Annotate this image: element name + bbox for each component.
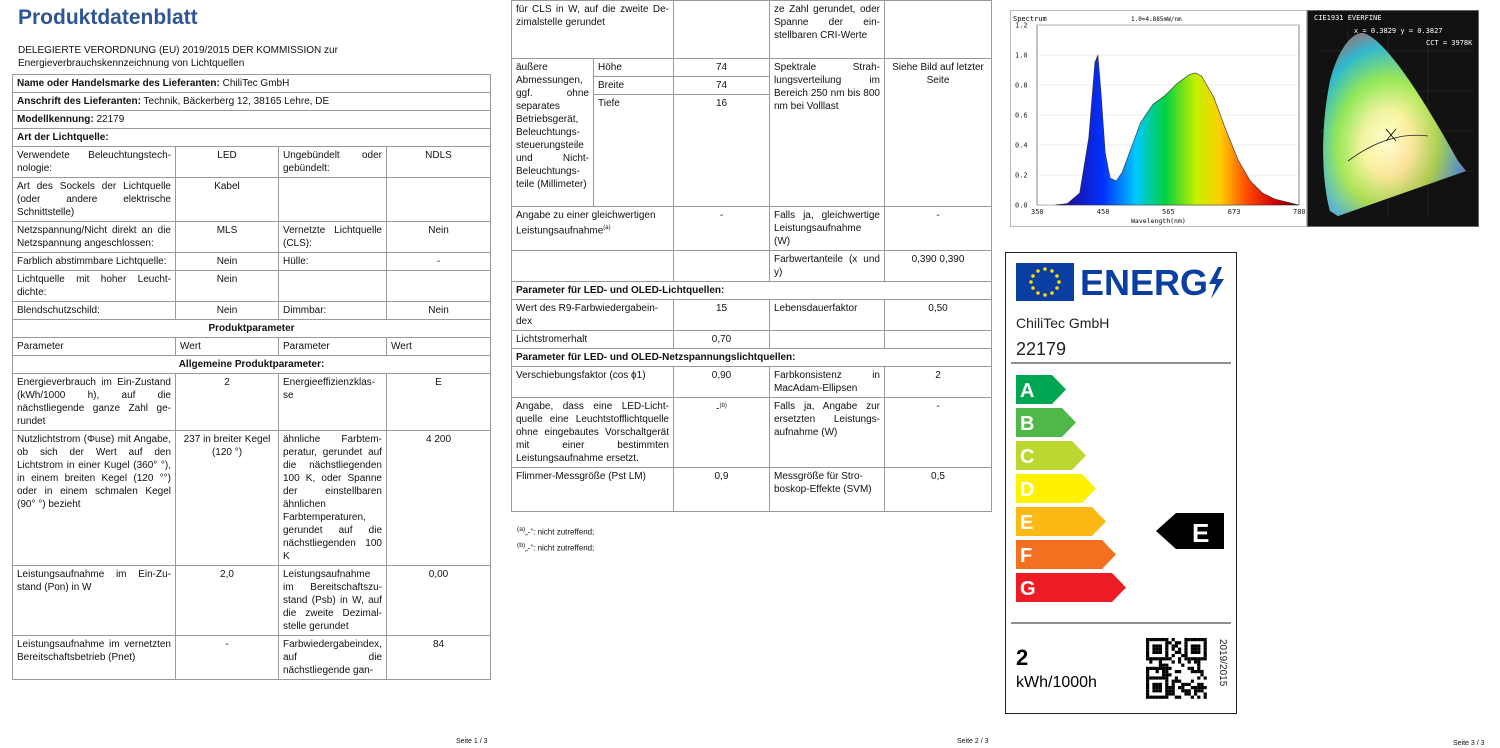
cie-diagram [1307, 10, 1479, 227]
y-tick-label: 0.0 [1015, 201, 1028, 210]
model-value: 22179 [96, 114, 125, 125]
energy-class-letter: B [1020, 413, 1035, 435]
page-number: Seite 2 / 3 [957, 738, 989, 745]
energy-class-letter: G [1020, 578, 1036, 600]
table-row: Netzspannung/Nicht direkt an die Netzspannung angeschlossen: MLS Vernetzte Lichtquelle (CLS): Nein [13, 222, 491, 253]
energy-label [1005, 252, 1237, 714]
params-table-cont [511, 0, 992, 512]
table-row: Leistungsaufnahme im Ein-Zustand (Pon) in W 2,0 Leistungsaufnahme im Bereitschaftszustand (Psb) in W, auf die zweite Dezimalstelle gerundet 0,00 [13, 566, 491, 636]
label-supplier: ChiliTec GmbH [1016, 315, 1110, 331]
qr-code-icon [1146, 638, 1207, 699]
x-tick-label: 565 [1162, 208, 1175, 216]
table-row: Angabe, dass eine LED-Lichtquelle eine Leuchtstofflichtquelle ohne eingebautes Vorschaltgerät mit einer bestimmten Leistungsaufnahme ersetzt. -$^{(b)}$ Falls ja, Angabe zur ersetzten Leistungsaufnahme (W) - [512, 398, 992, 468]
energy-class-letter: A [1020, 380, 1035, 402]
table-row: Farblich abstimmbare Lichtquelle: Nein Hülle: - [13, 253, 491, 271]
y-tick-label: 0.6 [1015, 111, 1028, 120]
y-tick-label: 0.4 [1015, 141, 1028, 150]
spectrum-title: Spectrum [1013, 15, 1047, 23]
page-title: Produktdatenblatt [18, 6, 198, 29]
column-header-row: Parameter Wert Parameter Wert [13, 338, 491, 356]
address-value: Technik, Bäckerberg 12, 38165 Lehre, DE [143, 96, 330, 107]
light-source-type-header: Art der Lichtquelle: [13, 129, 491, 147]
y-tick-label: 1.0 [1015, 51, 1028, 60]
y-tick-label: 0.2 [1015, 171, 1028, 180]
general-params-header: Allgemeine Produktparameter: [13, 356, 491, 374]
table-row: Nutzlichtstrom (Φuse) mit Angabe, ob sich der Wert auf den Lichtstrom in einer Kugel (360° °), in einem breiten Kegel (120 °°) oder in einem schmalen Kegel (90° °) bezieht 237 in breiter Kegel (120 °) ähnliche Farbtemperatur, gerundet auf die nächstliegenden 100 K, oder Spanne der einstellbaren ähnlichen Farbtemperaturen, gerundet auf die nächstliegenden 100 K 4 200 [13, 431, 491, 566]
datasheet-page-2 [505, 0, 1000, 748]
table-row: Blendschutzschild: Nein Dimmbar: Nein [13, 302, 491, 320]
supplier-row: Name oder Handelsmarke des Lieferanten: ChiliTec GmbH [13, 75, 491, 93]
y-tick-label: 1.2 [1015, 21, 1028, 30]
supplier-value: ChiliTec GmbH [222, 78, 290, 89]
energy-class-letter: C [1020, 446, 1035, 468]
x-tick-label: 673 [1227, 208, 1241, 216]
table-row: Art des Sockels der Lichtquelle (oder andere elektrische Schnittstelle) Kabel [13, 178, 491, 222]
table-row: Lichtquelle mit hoher Leuchtdichte: Nein [13, 271, 491, 302]
energy-class-letter: D [1020, 479, 1035, 501]
x-tick-label: 458 [1096, 208, 1110, 216]
table-row: Tiefe 16 [512, 95, 992, 207]
x-tick-label: 350 [1031, 208, 1044, 216]
table-row: Lichtstromerhalt 0,70 [512, 331, 992, 349]
product-params-header: Produktparameter [13, 320, 491, 338]
mains-params-header: Parameter für LED- und OLED-Netzspannungslichtquellen: [512, 349, 992, 367]
energy-class-letter: E [1020, 512, 1034, 534]
energy-class-letter: F [1020, 545, 1033, 567]
datasheet-page-3 [1005, 0, 1500, 748]
cie-coords: x = 0.3829 y = 0.3827 [1354, 27, 1443, 35]
table-row: äußere Abmessungen, ggf. ohne separates Betriebsgerät, Beleuchtungssteuerungsteile und Nicht-Beleuchtungsteile (Millimeter) Höhe 74 Spektrale Strahlungsverteilung im Bereich 250 nm bis 800 nm bei Volllast Siehe Bild auf letzter Seite [512, 59, 992, 77]
datasheet-page-1 [0, 0, 500, 748]
kwh-value: 2 [1016, 645, 1029, 670]
table-row: Verwendete Beleuchtungstechnologie: LED Ungebündelt oder gebündelt: NDLS [13, 147, 491, 178]
kwh-unit: kWh/1000h [1016, 674, 1097, 691]
rating-arrow [1156, 513, 1224, 549]
spectrum-chart [1010, 10, 1307, 227]
table-row: Flimmer-Messgröße (Pst LM) 0,9 Messgröße für Stroboskop-Effekte (SVM) 0,5 [512, 468, 992, 512]
model-row: Modellkennung: 22179 [13, 111, 491, 129]
table-row: Angabe zu einer gleichwertigen Leistungsaufnahme$^{(a)}$ - Falls ja, gleichwertige Leistungsaufnahme (W) - [512, 207, 992, 251]
address-row: Anschrift des Lieferanten: Technik, Bäckerberg 12, 38165 Lehre, DE [13, 93, 491, 111]
footnote-b: $^{(b)}$„-“: nicht zutreffend; [517, 542, 595, 553]
table-row: Farbwertanteile (x und y) 0,390 0,390 [512, 251, 992, 282]
table-row: Energieverbrauch im Ein-Zustand (kWh/1000 h), auf die nächstliegende ganze Zahl gerundet 2 Energieeffizienzklasse E [13, 374, 491, 431]
spectrum-scale: 1.0=4.885mW/nm [1131, 16, 1182, 23]
led-params-header: Parameter für LED- und OLED-Lichtquellen: [512, 282, 992, 300]
rating-letter: E [1192, 518, 1210, 548]
spectrum-plot [1011, 11, 1306, 226]
cie-title: CIE1931 EVERFINE [1314, 14, 1382, 22]
x-tick-label: 780 [1293, 208, 1306, 216]
page-number: Seite 3 / 3 [1453, 740, 1485, 747]
spectrum-xlabel: Wavelength(nm) [1131, 217, 1186, 225]
table-row: Wert des R9-Farbwiedergabeindex 15 Lebensdauerfaktor 0,50 [512, 300, 992, 331]
table-row: Verschiebungsfaktor (cos ϕ1) 0,90 Farbkonsistenz in MacAdam-Ellipsen 2 [512, 367, 992, 398]
label-model: 22179 [1016, 339, 1067, 359]
energy-heading: ENERG [1080, 262, 1209, 303]
table-row: für CLS in W, auf die zweite Dezimalstelle gerundet ze Zahl gerundet, oder Spanne der einstellbaren CRI-Werte [512, 1, 992, 59]
regulation-subtitle: DELEGIERTE VERORDNUNG (EU) 2019/2015 DER KOMMISSION zur Energieverbrauchskennzeichnung von Lichtquellen [18, 45, 338, 69]
y-tick-label: 0.8 [1015, 81, 1028, 90]
supplier-table [12, 74, 491, 680]
table-row: Breite 74 [512, 77, 992, 95]
table-row: Leistungsaufnahme im vernetzten Bereitschaftsbetrieb (Pnet) - Farbwiedergabeindex, auf die nächstliegende gan- 84 [13, 636, 491, 680]
cie-cct: CCT = 3978K [1426, 39, 1473, 47]
footnote-a: $^{(a)}$„-“: nicht zutreffend; [517, 526, 595, 537]
regulation-number: 2019/2015 [1217, 639, 1228, 687]
page-number: Seite 1 / 3 [456, 738, 488, 745]
